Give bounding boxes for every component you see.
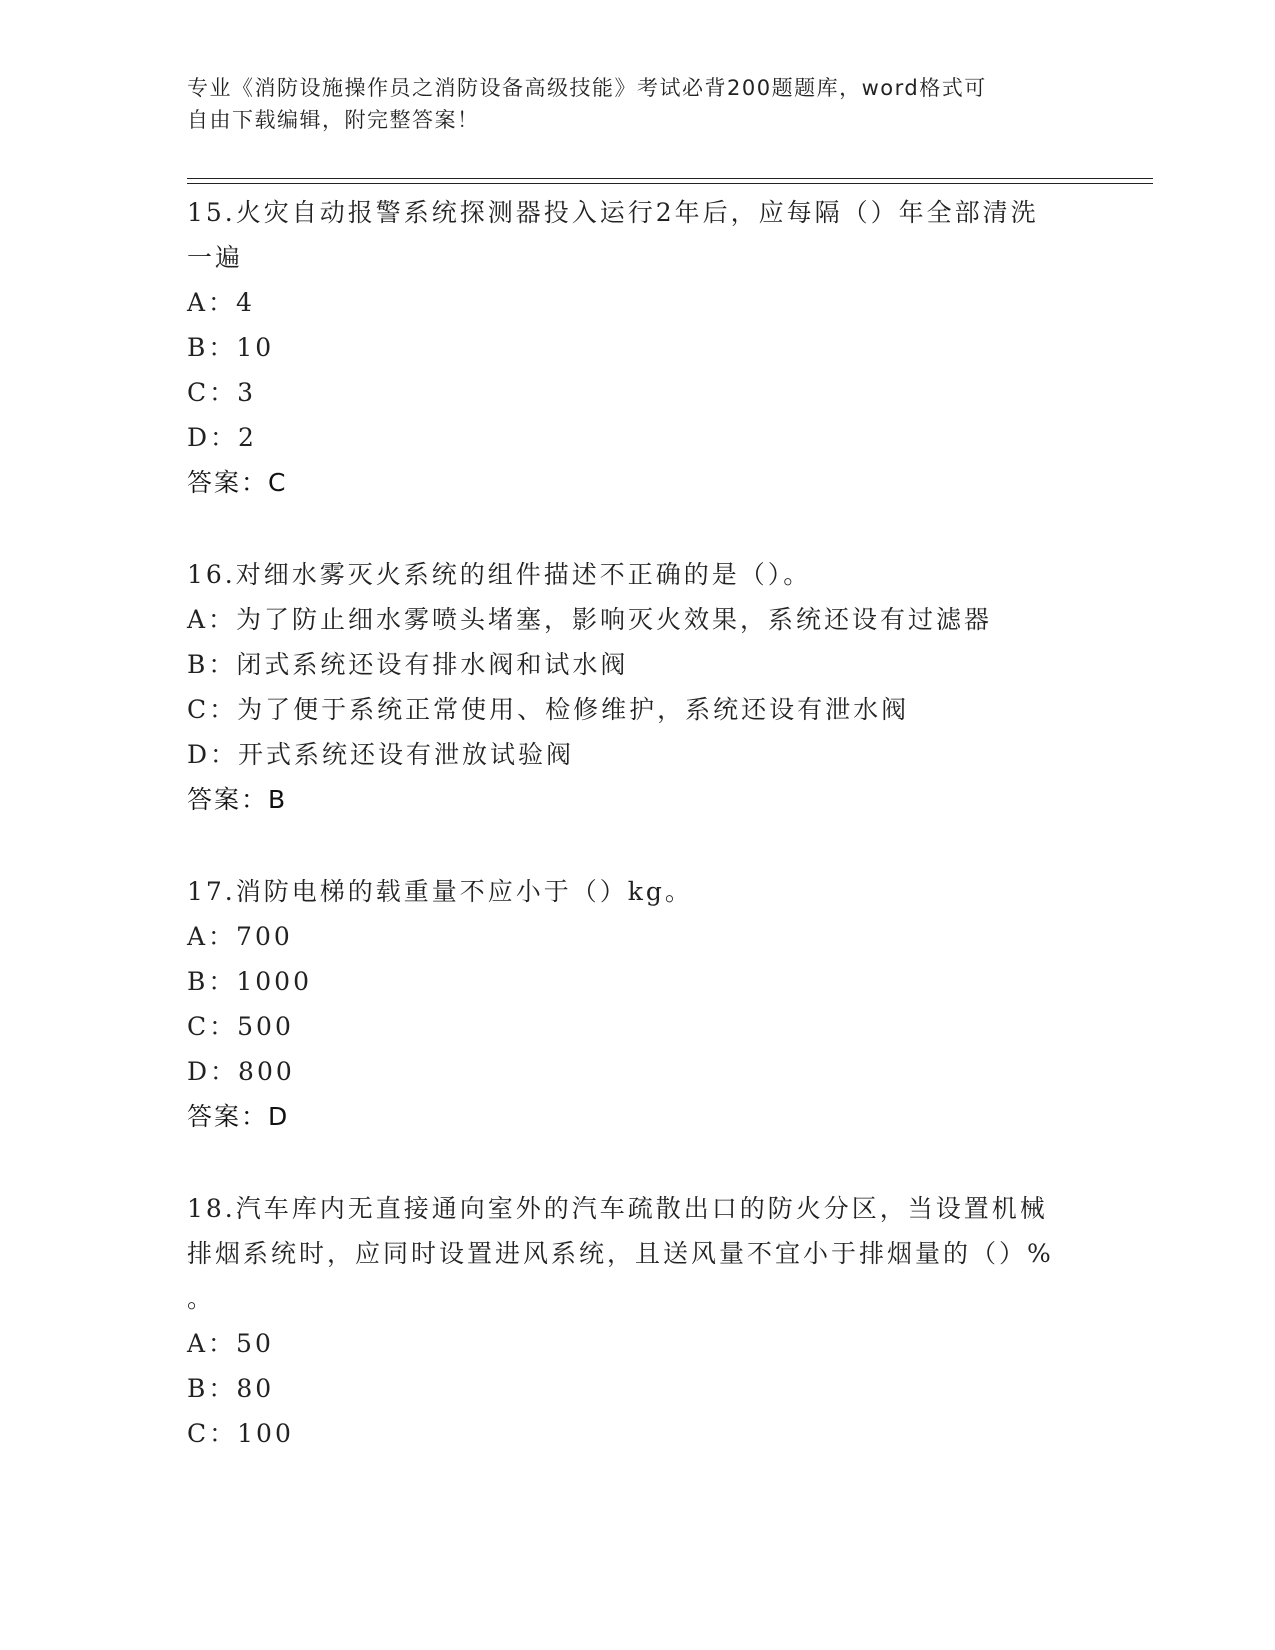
option-b: B：10 <box>187 333 275 362</box>
question-spacer <box>187 505 1087 552</box>
option-b: B：闭式系统还设有排水阀和试水阀 <box>187 650 629 679</box>
header-divider <box>187 178 1153 184</box>
question-spacer <box>187 822 1087 869</box>
question-title-line: 一遍 <box>187 243 244 272</box>
option-d: D：2 <box>187 423 257 452</box>
question-title <box>187 869 1087 914</box>
divider-line-top <box>187 178 1153 179</box>
answer-label: 答案：B <box>187 785 288 814</box>
answer-label: 答案：D <box>187 1102 290 1131</box>
question-title <box>187 552 1087 597</box>
document-header <box>187 72 1087 136</box>
option-a: A：4 <box>187 288 255 317</box>
option-d: D：800 <box>187 1057 295 1086</box>
answer-label: 答案：C <box>187 468 288 497</box>
question-title-line: 。 <box>187 1284 216 1313</box>
question-18 <box>187 1186 1087 1456</box>
question-list <box>187 190 1087 1456</box>
option-d: D：开式系统还设有泄放试验阀 <box>187 740 575 769</box>
option-a: A：50 <box>187 1329 274 1358</box>
option-c: C：100 <box>187 1419 294 1448</box>
question-title-line: 17.消防电梯的载重量不应小于（）kg。 <box>187 877 693 906</box>
option-b: B：1000 <box>187 967 312 996</box>
option-a: A：为了防止细水雾喷头堵塞，影响灭火效果，系统还设有过滤器 <box>187 605 993 634</box>
question-title-line: 15.火灾自动报警系统探测器投入运行2年后，应每隔（）年全部清洗 <box>187 198 1039 227</box>
option-c: C：500 <box>187 1012 294 1041</box>
question-title-line: 16.对细水雾灭火系统的组件描述不正确的是（）。 <box>187 560 812 589</box>
question-17 <box>187 869 1087 1139</box>
option-c: C：为了便于系统正常使用、检修维护，系统还设有泄水阀 <box>187 695 910 724</box>
option-c: C：3 <box>187 378 257 407</box>
header-line-2: 自由下载编辑，附完整答案！ <box>187 108 480 132</box>
divider-line-bottom <box>187 183 1153 184</box>
question-title-line: 18.汽车库内无直接通向室外的汽车疏散出口的防火分区，当设置机械 <box>187 1194 1048 1223</box>
question-15 <box>187 190 1087 505</box>
question-title <box>187 1186 1087 1321</box>
question-title <box>187 190 1087 280</box>
option-b: B：80 <box>187 1374 275 1403</box>
question-spacer <box>187 1139 1087 1186</box>
question-title-line: 排烟系统时，应同时设置进风系统，且送风量不宜小于排烟量的（）% <box>187 1239 1054 1268</box>
option-a: A：700 <box>187 922 293 951</box>
question-16 <box>187 552 1087 822</box>
header-line-1: 专业《消防设施操作员之消防设备高级技能》考试必背200题题库，word格式可 <box>187 76 987 100</box>
